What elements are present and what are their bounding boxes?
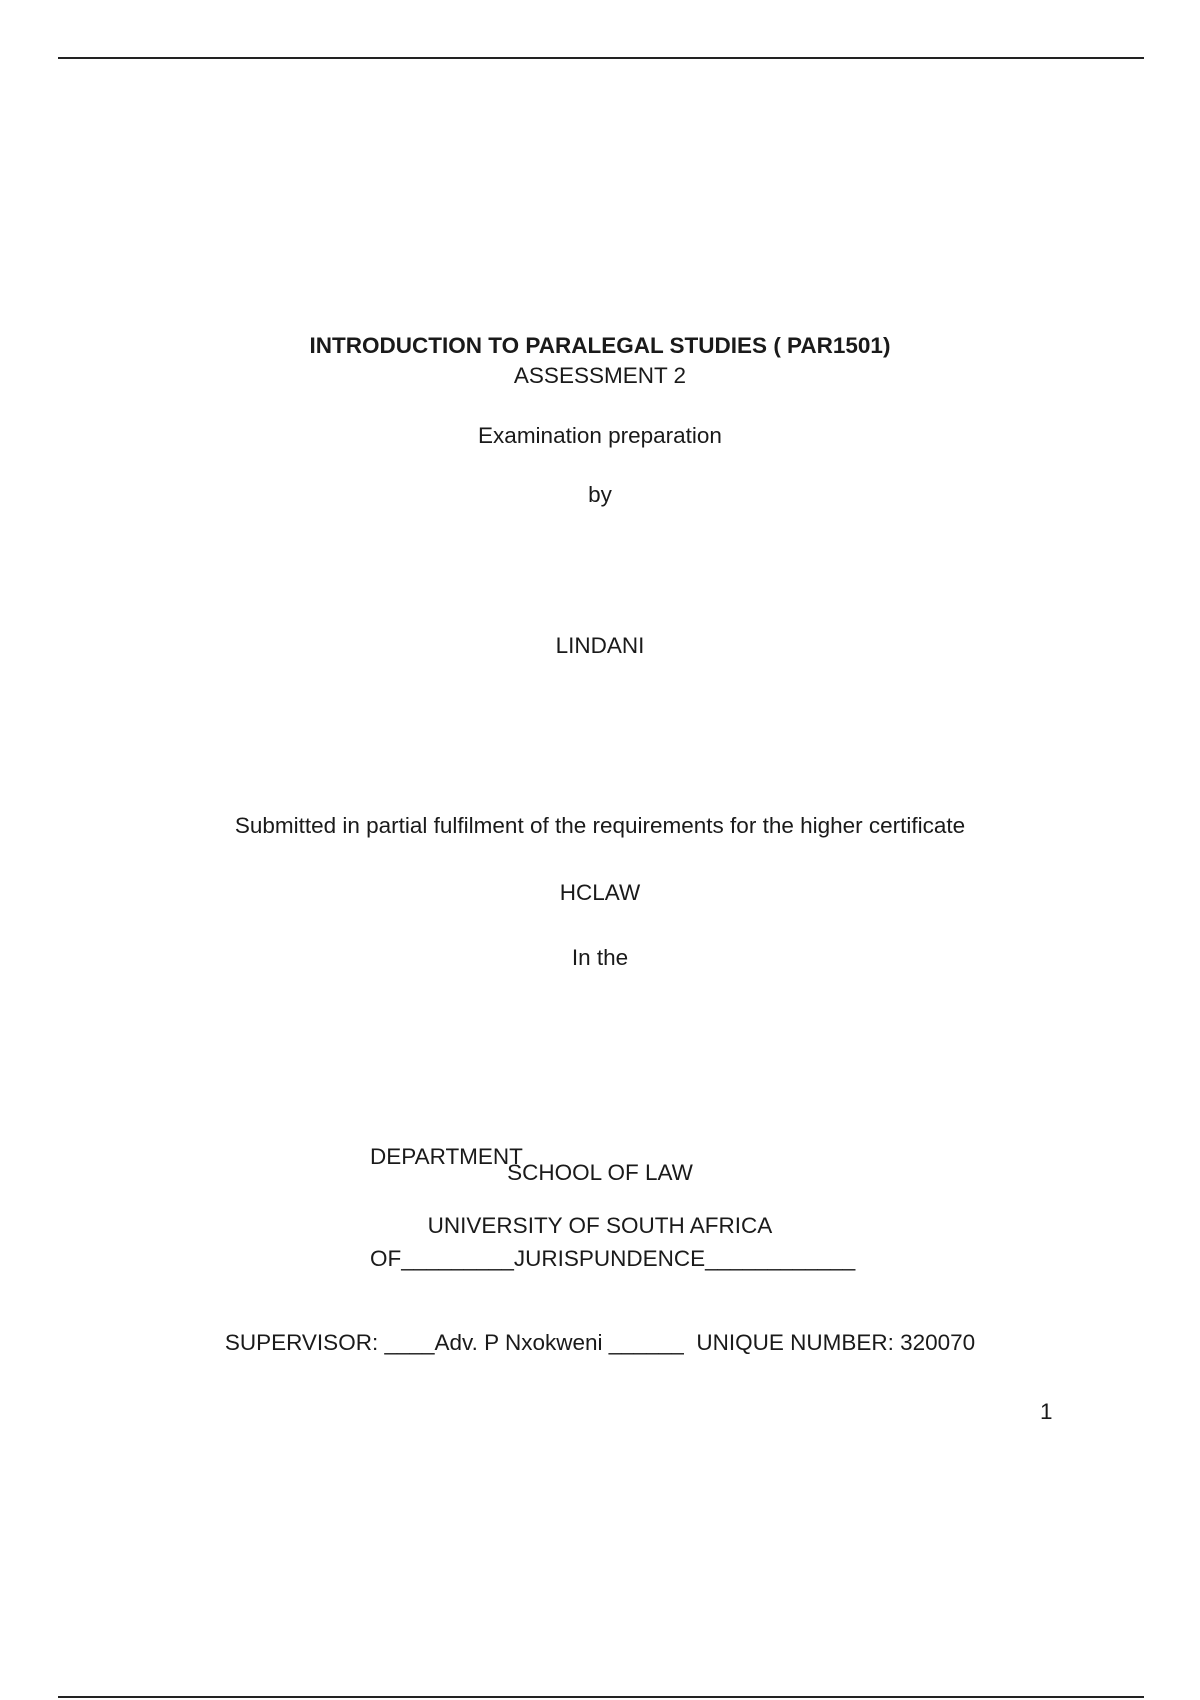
document-subtitle: Examination preparation — [478, 423, 722, 448]
department-line-2: OF_________JURISPUNDENCE____________ — [370, 1246, 856, 1271]
in-the-label: In the — [571, 945, 629, 970]
department-block — [370, 1072, 855, 1310]
bottom-rule — [58, 1696, 1144, 1698]
school-name: SCHOOL OF LAW — [507, 1160, 693, 1185]
department-line-1: DEPARTMENT — [370, 1144, 523, 1169]
submission-statement: Submitted in partial fulfilment of the requirements for the higher certificate — [234, 813, 966, 838]
document-title: INTRODUCTION TO PARALEGAL STUDIES ( PAR1501) — [309, 333, 891, 358]
supervisor-line: SUPERVISOR: ____Adv. P Nxokweni ______ UNIQUE NUMBER: 320070 — [224, 1330, 976, 1355]
qualification-code: HCLAW — [559, 880, 641, 905]
top-rule — [58, 57, 1144, 59]
author-name: LINDANI — [555, 633, 645, 658]
page-number: 1 — [1040, 1399, 1053, 1424]
by-label: by — [588, 482, 612, 507]
assessment-label: ASSESSMENT 2 — [513, 363, 687, 388]
university-name: UNIVERSITY OF SOUTH AFRICA — [427, 1213, 773, 1238]
